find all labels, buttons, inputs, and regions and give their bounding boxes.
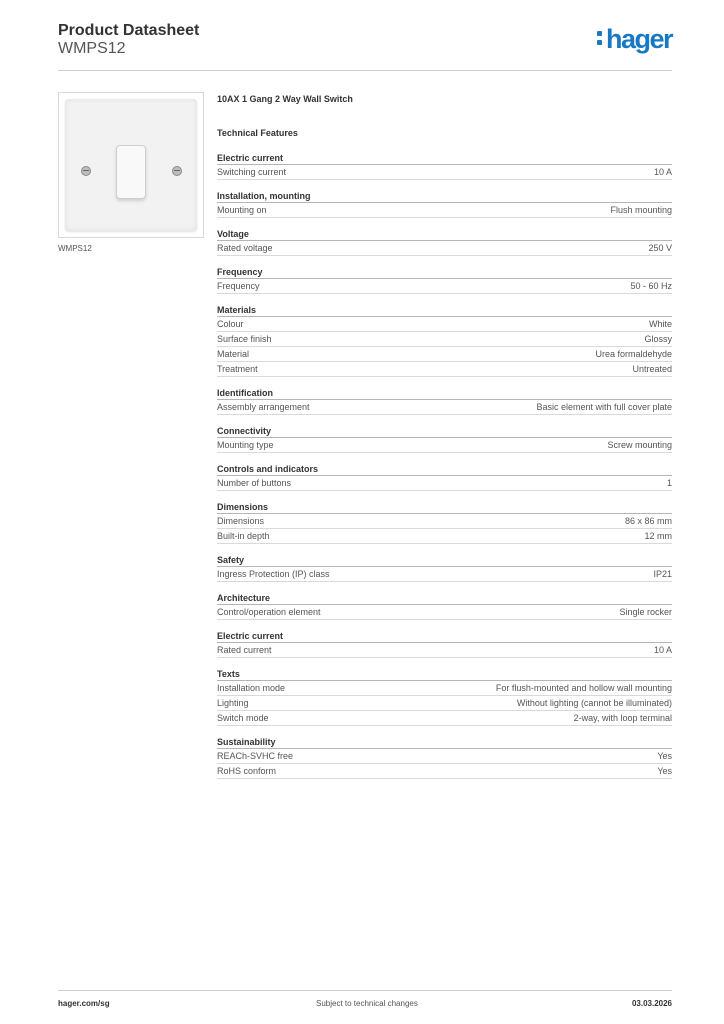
spec-row	[217, 438, 672, 453]
spec-row	[217, 711, 672, 726]
logo-text: hager	[605, 24, 672, 54]
spec-value: 1	[666, 478, 672, 488]
spec-label: Rated voltage	[217, 243, 273, 253]
page-footer	[58, 990, 672, 1013]
footer-website: hager.com/sg	[58, 999, 110, 1008]
spec-group-title: Electric current	[217, 152, 672, 165]
spec-group-title: Voltage	[217, 228, 672, 241]
spec-row	[217, 400, 672, 415]
spec-row	[217, 514, 672, 529]
spec-group-title: Architecture	[217, 592, 672, 605]
spec-row	[217, 165, 672, 180]
spec-row	[217, 749, 672, 764]
spec-group	[217, 668, 672, 726]
spec-group	[217, 387, 672, 415]
spec-group-title: Sustainability	[217, 736, 672, 749]
spec-row	[217, 696, 672, 711]
hager-logo	[597, 24, 672, 55]
spec-group	[217, 190, 672, 218]
spec-row	[217, 332, 672, 347]
product-name: 10AX 1 Gang 2 Way Wall Switch	[217, 94, 353, 104]
spec-row	[217, 279, 672, 294]
spec-group	[217, 152, 672, 180]
spec-group	[217, 554, 672, 582]
spec-label: Surface finish	[217, 334, 272, 344]
spec-group	[217, 425, 672, 453]
image-caption: WMPS12	[58, 244, 92, 253]
spec-value: Urea formaldehyde	[595, 349, 672, 359]
spec-value: Single rocker	[619, 607, 672, 617]
spec-content	[217, 94, 672, 779]
spec-group	[217, 736, 672, 779]
rocker-icon	[116, 145, 146, 199]
spec-value: Screw mounting	[607, 440, 672, 450]
spec-group-title: Materials	[217, 304, 672, 317]
spec-row	[217, 643, 672, 658]
logo-dots-icon	[597, 29, 603, 47]
spec-value: 50 - 60 Hz	[630, 281, 672, 291]
spec-label: Frequency	[217, 281, 260, 291]
spec-value: Yes	[657, 751, 672, 761]
screw-icon	[81, 166, 91, 176]
spec-label: Dimensions	[217, 516, 265, 526]
page-header	[58, 20, 672, 71]
spec-value: 12 mm	[644, 531, 672, 541]
footer-date: 03.03.2026	[631, 999, 672, 1008]
technical-features-heading: Technical Features	[217, 128, 298, 138]
spec-value: Untreated	[632, 364, 672, 374]
footer-note: Subject to technical changes	[316, 999, 418, 1008]
spec-value: IP21	[653, 569, 672, 579]
spec-label: Treatment	[217, 364, 258, 374]
spec-row	[217, 605, 672, 620]
screw-icon	[172, 166, 182, 176]
spec-value: Without lighting (cannot be illuminated)	[516, 698, 672, 708]
spec-value: 10 A	[653, 167, 672, 177]
spec-value: 10 A	[653, 645, 672, 655]
spec-group-title: Frequency	[217, 266, 672, 279]
spec-label: RoHS conform	[217, 766, 277, 776]
spec-group-title: Connectivity	[217, 425, 672, 438]
spec-label: Assembly arrangement	[217, 402, 310, 412]
spec-row	[217, 529, 672, 544]
spec-row	[217, 362, 672, 377]
spec-group-title: Installation, mounting	[217, 190, 672, 203]
spec-label: Rated current	[217, 645, 272, 655]
product-image	[58, 92, 204, 238]
spec-value: For flush-mounted and hollow wall mounting	[495, 683, 672, 693]
spec-group	[217, 266, 672, 294]
page-title: Product Datasheet	[58, 22, 200, 39]
spec-row	[217, 567, 672, 582]
spec-group	[217, 630, 672, 658]
spec-group	[217, 304, 672, 377]
spec-value: Yes	[657, 766, 672, 776]
spec-label: Colour	[217, 319, 244, 329]
spec-value: 2-way, with loop terminal	[573, 713, 672, 723]
spec-row	[217, 317, 672, 332]
spec-value: Flush mounting	[610, 205, 672, 215]
spec-row	[217, 764, 672, 779]
spec-group	[217, 463, 672, 491]
spec-row	[217, 203, 672, 218]
spec-label: Control/operation element	[217, 607, 321, 617]
spec-label: Built-in depth	[217, 531, 270, 541]
spec-group	[217, 228, 672, 256]
spec-value: 250 V	[648, 243, 672, 253]
spec-label: Number of buttons	[217, 478, 292, 488]
spec-group-title: Dimensions	[217, 501, 672, 514]
spec-row	[217, 347, 672, 362]
spec-group-title: Identification	[217, 387, 672, 400]
spec-label: Switch mode	[217, 713, 269, 723]
spec-groups	[217, 152, 672, 779]
spec-label: Mounting type	[217, 440, 274, 450]
spec-group	[217, 501, 672, 544]
spec-label: Lighting	[217, 698, 249, 708]
switch-plate-icon	[65, 99, 197, 231]
spec-value: 86 x 86 mm	[624, 516, 672, 526]
spec-label: Material	[217, 349, 250, 359]
spec-row	[217, 476, 672, 491]
spec-group-title: Safety	[217, 554, 672, 567]
spec-value: Basic element with full cover plate	[536, 402, 672, 412]
product-code: WMPS12	[58, 40, 126, 57]
spec-row	[217, 681, 672, 696]
spec-label: Mounting on	[217, 205, 267, 215]
spec-value: Glossy	[644, 334, 672, 344]
spec-label: REACh-SVHC free	[217, 751, 294, 761]
spec-label: Ingress Protection (IP) class	[217, 569, 330, 579]
spec-label: Switching current	[217, 167, 287, 177]
spec-row	[217, 241, 672, 256]
spec-group-title: Controls and indicators	[217, 463, 672, 476]
spec-group-title: Electric current	[217, 630, 672, 643]
spec-group-title: Texts	[217, 668, 672, 681]
spec-value: White	[648, 319, 672, 329]
spec-label: Installation mode	[217, 683, 286, 693]
spec-group	[217, 592, 672, 620]
